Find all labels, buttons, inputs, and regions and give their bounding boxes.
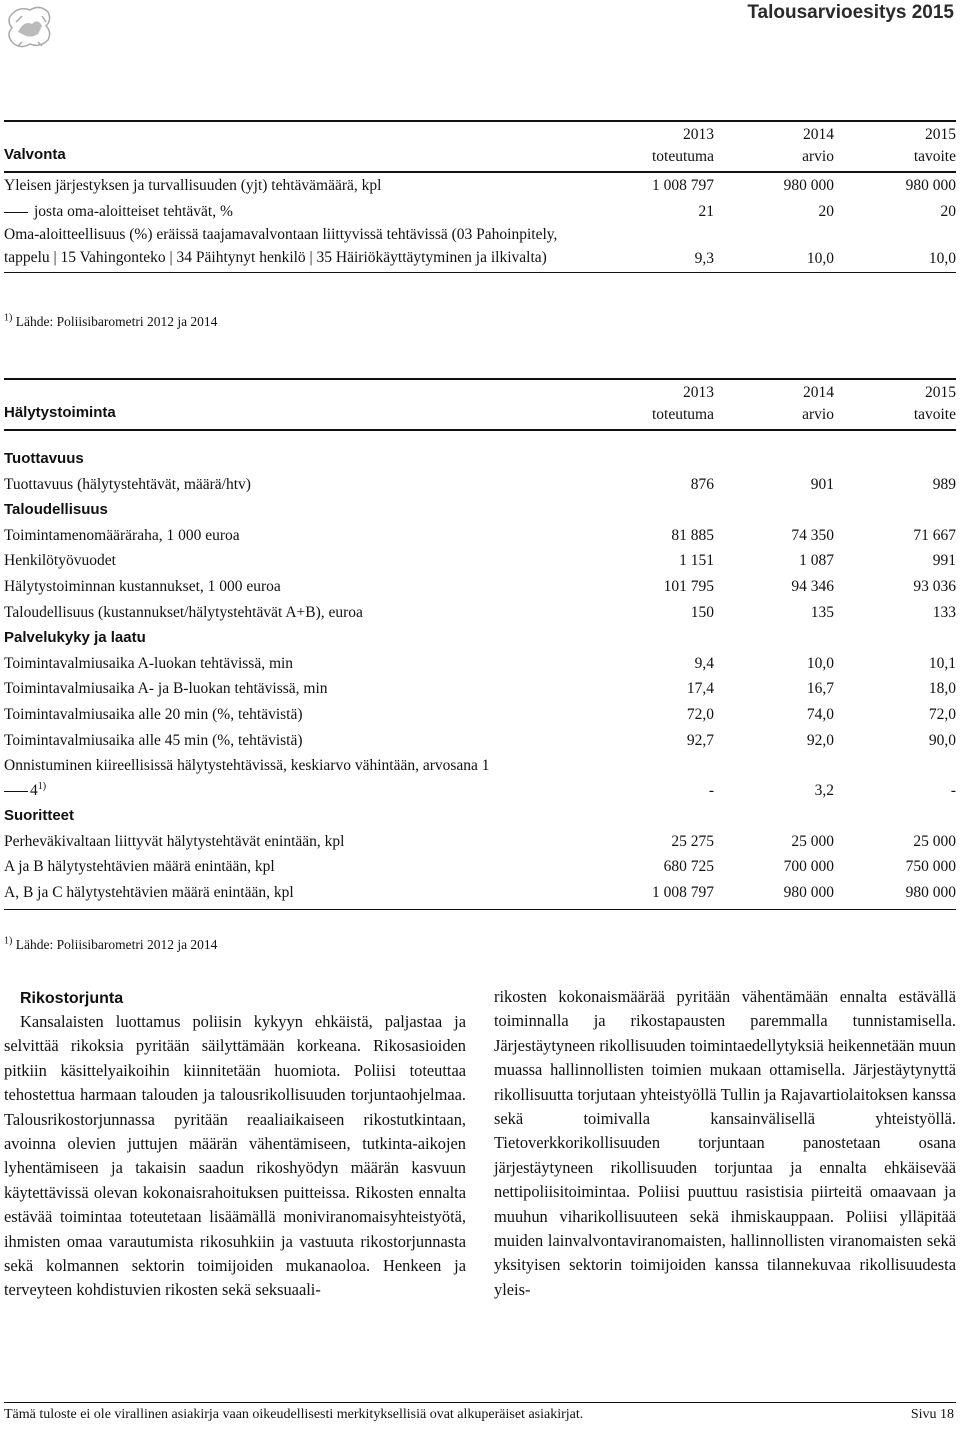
cell: 20 — [818, 202, 834, 220]
page-number: Sivu 18 — [910, 1407, 954, 1422]
cell: 25 275 — [671, 832, 714, 850]
cell: 93 036 — [913, 577, 956, 595]
col-2015: 2015 tavoite — [834, 124, 956, 172]
table-header-row — [4, 382, 956, 430]
cell: 101 795 — [663, 577, 714, 595]
row-label: A, B ja C hälytystehtävien määrä enintään, kpl — [4, 880, 594, 909]
cell: 989 — [932, 475, 956, 493]
row-label: Onnistuminen kiireellisissä hälytystehtävissä, keskiarvo vähintään, arvosana 1 4$^{1)}$ — [4, 757, 490, 800]
table-row — [4, 472, 956, 498]
cell: 1 087 — [799, 552, 834, 570]
cell: 1 151 — [679, 552, 714, 570]
cell: 92,0 — [806, 731, 834, 749]
cell: 94 346 — [791, 577, 834, 595]
cell: 980 000 — [834, 880, 956, 909]
section-heading: Suoritteet — [4, 807, 75, 825]
table-row — [4, 199, 956, 225]
row-label: Perheväkivaltaan liittyvät hälytystehtävät enintään, kpl — [4, 832, 345, 850]
table-header-row — [4, 124, 956, 172]
cell: 991 — [932, 552, 956, 570]
valvonta-footnote: $^{1)}$ Lähde: Poliisibarometri 2012 ja 2014 — [4, 312, 218, 329]
cell: 680 725 — [663, 858, 714, 876]
cell: 10,0 — [834, 224, 956, 273]
row-label: A ja B hälytystehtävien määrä enintään, kpl — [4, 858, 275, 876]
cell: 71 667 — [913, 526, 956, 544]
table-row — [4, 548, 956, 574]
cell: 10,0 — [714, 224, 834, 273]
cell: 150 — [690, 603, 714, 621]
lion-emblem-icon — [2, 2, 58, 52]
rikostorjunta-right-column — [494, 985, 956, 1302]
dash-mark — [4, 791, 28, 792]
cell: 20 — [940, 202, 956, 220]
cell: 9,4 — [694, 654, 714, 672]
cell: 876 — [690, 475, 714, 493]
cell: 18,0 — [928, 680, 956, 698]
cell: 1 008 797 — [652, 177, 714, 194]
cell: 92,7 — [686, 731, 714, 749]
cell: 25 000 — [791, 832, 834, 850]
cell: 980 000 — [714, 880, 834, 909]
col-2013: 2013 toteutuma — [594, 382, 714, 430]
col-2015: 2015 tavoite — [834, 382, 956, 430]
section-heading: Rikostorjunta — [20, 990, 124, 1007]
cell: - — [950, 781, 956, 799]
paragraph: Kansalaisten luottamus poliisin kykyyn ehkäistä, paljastaa ja selvittää rikoksia pyritään säilyttämään korkeana. Rikosasioiden pitkiin käsittelyaikoihin kiinnitetään huomiota. Poliisi toteuttaa tehostettua harmaan talouden ja talousrikollisuuden torjuntaohjelmaa. Talousrikostorjunnassa pyritään reaaliaikaiseen rikostutkintaan, avoinna olevien juttujen määrän vähentämiseen, tutkinta-aikojen lyhentämiseen ja takaisin saadun rikoshyödyn määrän kasvuun käytettävissä olevan kokonaisrahoituksen puitteissa. Rikosten ennalta estävää toimintaa toteutetaan lisäämällä moniviranomaisyhteistyötä, ihmisten omaa varautumista rikosuhkiin ja vastuuta rikostorjunnasta sekä kolmannen sektorin toimijoiden mukanaoloa. Henkeen ja terveyteen kohdistuvien rikosten sekä seksuaali- — [4, 1012, 466, 1300]
table-row — [4, 574, 956, 600]
table-row — [4, 829, 956, 855]
cell: 72,0 — [686, 705, 714, 723]
section-heading: Tuottavuus — [4, 450, 84, 467]
rikostorjunta-left-column — [4, 988, 466, 1303]
row-label: Tuottavuus (hälytystehtävät, määrä/htv) — [4, 475, 251, 493]
cell: 17,4 — [686, 680, 714, 698]
col-2014: 2014 arvio — [714, 124, 834, 172]
cell: 74,0 — [806, 705, 834, 723]
table-row — [4, 523, 956, 549]
cell: 750 000 — [905, 858, 956, 876]
cell: 9,3 — [594, 224, 714, 273]
row-label: josta oma-aloitteiset tehtävät, % — [4, 199, 594, 225]
cell: - — [708, 781, 714, 799]
cell: 90,0 — [928, 731, 956, 749]
cell: 700 000 — [783, 858, 834, 876]
table-title: Hälytystoiminta — [4, 382, 594, 430]
table-row — [4, 753, 956, 803]
halytys-footnote: $^{1)}$ Lähde: Poliisibarometri 2012 ja 2014 — [4, 935, 218, 952]
row-label: Toimintamenomääräraha, 1 000 euroa — [4, 526, 240, 544]
row-label: Toimintavalmiusaika alle 45 min (%, tehtävistä) — [4, 731, 303, 749]
halytys-table — [4, 382, 956, 910]
cell: 16,7 — [806, 680, 834, 698]
cell: 135 — [810, 603, 834, 621]
table-row — [4, 676, 956, 702]
section-heading: Taloudellisuus — [4, 501, 108, 519]
table-row — [4, 651, 956, 677]
halytys-top-rule — [4, 378, 956, 380]
valvonta-table — [4, 124, 956, 273]
section-heading: Palvelukyky ja laatu — [4, 629, 146, 647]
table-row — [4, 172, 956, 199]
cell: 980 000 — [905, 177, 956, 194]
paragraph: rikosten kokonaismäärää pyritään vähentämään ennalta estävällä toiminnalla ja rikostapausten paremmalla tunnistamisella. Järjestäytyneen rikollisuuden toimintaedellytyksiä heikennetään muun muassa hallinnollisten toimien mukaan ottamisella. Järjestäytynyttä rikollisuutta torjutaan yhteistyöllä Tullin ja Rajavartiolaitoksen kanssa sekä toimivalla kansainvälisellä yhteistyöllä. Tietoverkkorikollisuuden torjuntaan panostetaan osana järjestäytyneen rikollisuuden torjuntaa ja ennalta ehkäisevää nettipoliisitoimintaa. Poliisi puuttuu rasistisia piirteitä omaavaan ja muuhun viharikollisuuteen sekä ihmiskauppaan. Poliisi ylläpitää muiden lainvalvontaviranomaisten, hallinnollisten viranomaisten sekä yksityisen sektorin toimijoiden kanssa tilannekuvaa rikollisuudesta yleis- — [494, 987, 956, 1299]
footer-rule — [4, 1402, 956, 1403]
cell: 10,1 — [928, 654, 956, 672]
table-row — [4, 880, 956, 909]
col-2013: 2013 toteutuma — [594, 124, 714, 172]
row-label: Henkilötyövuodet — [4, 552, 116, 570]
row-label: Toimintavalmiusaika A- ja B-luokan tehtävissä, min — [4, 680, 328, 698]
cell: 72,0 — [928, 705, 956, 723]
row-label: Hälytystoiminnan kustannukset, 1 000 euroa — [4, 577, 281, 595]
cell: 980 000 — [783, 177, 834, 194]
cell: 3,2 — [814, 781, 834, 799]
table-row — [4, 702, 956, 728]
cell: 21 — [698, 202, 714, 220]
cell: 25 000 — [913, 832, 956, 850]
cell: 74 350 — [791, 526, 834, 544]
table-row — [4, 854, 956, 880]
cell: 81 885 — [671, 526, 714, 544]
row-label: Oma-aloitteellisuus (%) eräissä taajamavalvontaan liittyvissä tehtävissä (03 Pahoinpitely, tappelu | 15 Vahingonteko | 34 Päihtynyt henkilö | 35 Häiriökäyttäytyminen ja ilkivalta) — [4, 224, 594, 273]
table-row — [4, 224, 956, 273]
cell: 10,0 — [806, 654, 834, 672]
table-row — [4, 600, 956, 626]
dash-mark — [4, 212, 28, 213]
document-title: Talousarvioesitys 2015 — [747, 2, 954, 23]
cell: 1 008 797 — [594, 880, 714, 909]
cell: 133 — [932, 603, 956, 621]
row-label: Toimintavalmiusaika alle 20 min (%, tehtävistä) — [4, 705, 303, 723]
table-title: Valvonta — [4, 124, 594, 172]
row-label: Taloudellisuus (kustannukset/hälytystehtävät A+B), euroa — [4, 603, 363, 621]
footer-note: Tämä tuloste ei ole virallinen asiakirja vaan oikeudellisesti merkityksellisiä ovat alkuperäiset asiakirjat. — [4, 1407, 584, 1422]
row-label: Yleisen järjestyksen ja turvallisuuden (yjt) tehtävämäärä, kpl — [4, 177, 382, 194]
cell: 901 — [810, 475, 834, 493]
table-row — [4, 728, 956, 754]
row-label: Toimintavalmiusaika A-luokan tehtävissä, min — [4, 654, 294, 672]
col-2014: 2014 arvio — [714, 382, 834, 430]
valvonta-top-rule — [4, 120, 956, 122]
